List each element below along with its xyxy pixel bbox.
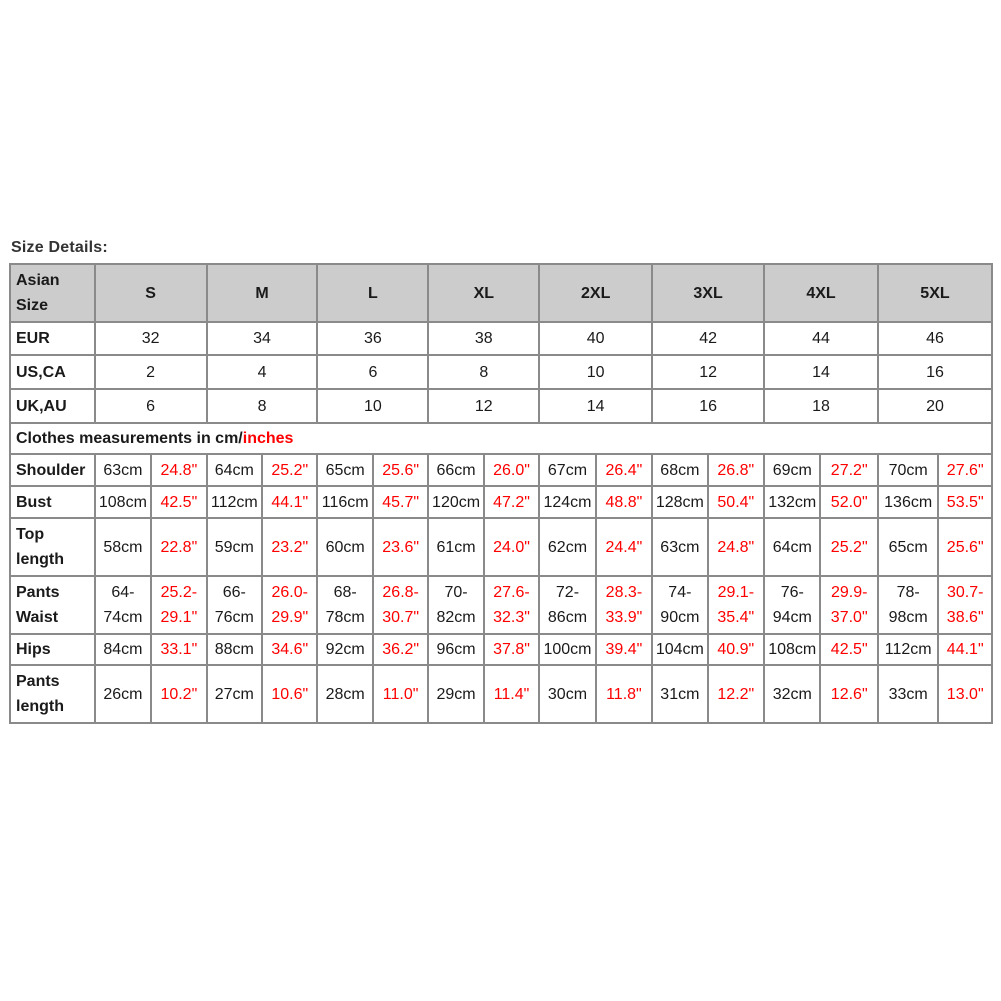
size-value-cell: 38 bbox=[428, 322, 539, 355]
cell-text: 30.7- bbox=[946, 584, 984, 601]
cell-text: 92cm bbox=[325, 641, 365, 658]
cell-text: 13.0" bbox=[946, 685, 984, 703]
cell-text: 67cm bbox=[547, 461, 588, 479]
cm-value-cell bbox=[878, 576, 938, 634]
cm-value-cell bbox=[539, 634, 595, 665]
size-value-cell: 12 bbox=[428, 389, 539, 423]
cell-text: Asian bbox=[16, 272, 60, 289]
cm-value-cell bbox=[878, 486, 938, 518]
inch-value-cell bbox=[151, 634, 206, 665]
measurement-row bbox=[10, 518, 992, 576]
inch-value-cell bbox=[708, 665, 764, 723]
size-value-cell: 8 bbox=[428, 355, 539, 389]
cell-text: 29.9- bbox=[830, 584, 868, 601]
inch-value-cell bbox=[373, 576, 428, 634]
cell-text: Pants bbox=[16, 673, 60, 690]
cell-text: 40.9" bbox=[717, 641, 755, 658]
inch-value-cell bbox=[938, 454, 992, 486]
section-highlight: inches bbox=[242, 430, 294, 447]
cell-text: 52.0" bbox=[830, 493, 868, 511]
size-value-cell: 40 bbox=[539, 322, 652, 355]
cell-text: 27.2" bbox=[830, 461, 868, 479]
cell-text: 30cm bbox=[547, 685, 588, 703]
cell-text: 108cm bbox=[98, 493, 147, 511]
size-header-xl: XL bbox=[428, 264, 539, 322]
table-row bbox=[10, 322, 992, 355]
cm-value-cell bbox=[652, 634, 707, 665]
cell-text: 23.6" bbox=[382, 538, 420, 556]
inch-value-cell bbox=[596, 518, 652, 576]
cell-text: 64- bbox=[111, 584, 135, 601]
cell-text: 39.4" bbox=[605, 641, 643, 658]
cell-text: 78- bbox=[896, 584, 920, 601]
cm-value-cell bbox=[207, 665, 262, 723]
cm-value-cell bbox=[207, 576, 262, 634]
inch-value-cell bbox=[938, 665, 992, 723]
measurement-label bbox=[10, 518, 95, 576]
size-value-cell: 4 bbox=[207, 355, 318, 389]
measurement-row bbox=[10, 454, 992, 486]
inch-value-cell bbox=[708, 486, 764, 518]
cell-text: 26cm bbox=[103, 685, 143, 703]
cell-text: 38.6" bbox=[946, 609, 984, 626]
header-label-cell bbox=[10, 264, 95, 322]
cm-value-cell bbox=[878, 518, 938, 576]
cell-text: 22.8" bbox=[160, 538, 198, 556]
cell-text: 96cm bbox=[436, 641, 476, 658]
measurement-label bbox=[10, 454, 95, 486]
cell-text: 27cm bbox=[214, 685, 254, 703]
cell-text: Top bbox=[16, 526, 45, 543]
cell-text: 33cm bbox=[888, 685, 928, 703]
section-prefix: Clothes measurements in cm/ bbox=[16, 430, 243, 447]
cell-text: Size bbox=[16, 297, 49, 314]
cell-text: 53.5" bbox=[946, 493, 984, 511]
table-row bbox=[10, 355, 992, 389]
cm-value-cell bbox=[764, 576, 820, 634]
cell-text: 68cm bbox=[660, 461, 700, 479]
size-value-cell: 16 bbox=[878, 355, 992, 389]
cell-text: 36.2" bbox=[382, 641, 420, 658]
inch-value-cell bbox=[262, 486, 317, 518]
cm-value-cell bbox=[428, 665, 483, 723]
cell-text: 29cm bbox=[436, 685, 476, 703]
inch-value-cell bbox=[151, 518, 206, 576]
cell-text: Bust bbox=[16, 493, 52, 511]
cell-text: 136cm bbox=[884, 493, 933, 511]
inch-value-cell bbox=[596, 665, 652, 723]
cell-text: 25.2" bbox=[830, 538, 868, 556]
inch-value-cell bbox=[151, 486, 206, 518]
inch-value-cell bbox=[373, 665, 428, 723]
cm-value-cell bbox=[95, 576, 151, 634]
inch-value-cell bbox=[596, 576, 652, 634]
inch-value-cell bbox=[596, 634, 652, 665]
cm-value-cell bbox=[95, 665, 151, 723]
measurement-label bbox=[10, 486, 95, 518]
inch-value-cell bbox=[373, 518, 428, 576]
inch-value-cell bbox=[484, 518, 539, 576]
cm-value-cell bbox=[95, 454, 151, 486]
cell-text: 120cm bbox=[432, 493, 481, 511]
cm-value-cell bbox=[764, 665, 820, 723]
inch-value-cell bbox=[262, 665, 317, 723]
inch-value-cell bbox=[708, 634, 764, 665]
cm-value-cell bbox=[207, 486, 262, 518]
row-label: US,CA bbox=[10, 355, 95, 389]
cell-text: 104cm bbox=[655, 641, 704, 658]
page-title: Size Details: bbox=[11, 239, 108, 256]
cell-text: 59cm bbox=[214, 538, 254, 556]
cell-text: 32.3" bbox=[493, 609, 530, 626]
inch-value-cell bbox=[596, 486, 652, 518]
inch-value-cell bbox=[820, 634, 877, 665]
measurement-row bbox=[10, 665, 992, 723]
cell-text: 74cm bbox=[103, 609, 143, 626]
size-header-5xl: 5XL bbox=[878, 264, 992, 322]
cm-value-cell bbox=[652, 486, 707, 518]
cell-text: 32cm bbox=[772, 685, 812, 703]
cell-text: 74- bbox=[668, 584, 692, 601]
measurement-label bbox=[10, 665, 95, 723]
cm-value-cell bbox=[539, 486, 595, 518]
cell-text: 70- bbox=[444, 584, 468, 601]
inch-value-cell bbox=[262, 576, 317, 634]
cell-text: 29.1" bbox=[160, 609, 198, 626]
size-header-m: M bbox=[207, 264, 318, 322]
cell-text: Pants bbox=[16, 584, 60, 601]
size-header-l: L bbox=[317, 264, 428, 322]
cell-text: Hips bbox=[16, 641, 51, 658]
cm-value-cell bbox=[95, 486, 151, 518]
cm-value-cell bbox=[317, 486, 372, 518]
size-value-cell: 32 bbox=[95, 322, 207, 355]
cell-text: 35.4" bbox=[717, 609, 755, 626]
inch-value-cell bbox=[820, 665, 877, 723]
size-value-cell: 14 bbox=[764, 355, 878, 389]
header-row bbox=[10, 264, 992, 322]
cell-text: 11.8" bbox=[606, 685, 642, 703]
measurement-row bbox=[10, 486, 992, 518]
cell-text: 63cm bbox=[660, 538, 700, 556]
cell-text: 94cm bbox=[772, 609, 812, 626]
cell-text: length bbox=[16, 551, 64, 568]
cell-text: 112cm bbox=[884, 641, 932, 658]
inch-value-cell bbox=[373, 454, 428, 486]
cm-value-cell bbox=[95, 634, 151, 665]
cm-value-cell bbox=[317, 634, 372, 665]
cm-value-cell bbox=[428, 576, 483, 634]
cell-text: 78cm bbox=[325, 609, 365, 626]
cm-value-cell bbox=[428, 518, 483, 576]
cell-text: 28cm bbox=[325, 685, 365, 703]
cell-text: 42.5" bbox=[160, 493, 198, 511]
cell-text: 69cm bbox=[772, 461, 812, 479]
cell-text: 70cm bbox=[888, 461, 928, 479]
inch-value-cell bbox=[262, 454, 317, 486]
cell-text: 63cm bbox=[103, 461, 143, 479]
cell-text: 65cm bbox=[325, 461, 365, 479]
row-label: UK,AU bbox=[10, 389, 95, 423]
cell-text: 33.1" bbox=[160, 641, 198, 658]
size-value-cell: 14 bbox=[539, 389, 652, 423]
cell-text: 116cm bbox=[321, 493, 369, 511]
cell-text: 45.7" bbox=[382, 493, 420, 511]
cell-text: 12.6" bbox=[830, 685, 868, 703]
cell-text: 24.8" bbox=[160, 461, 198, 479]
cm-value-cell bbox=[207, 454, 262, 486]
cm-value-cell bbox=[878, 454, 938, 486]
size-value-cell: 10 bbox=[539, 355, 652, 389]
size-value-cell: 2 bbox=[95, 355, 207, 389]
cell-text: 112cm bbox=[210, 493, 258, 511]
size-value-cell: 34 bbox=[207, 322, 318, 355]
cell-text: 64cm bbox=[214, 461, 254, 479]
cell-text: 26.8- bbox=[382, 584, 419, 601]
cm-value-cell bbox=[539, 518, 595, 576]
inch-value-cell bbox=[820, 576, 877, 634]
cell-text: 82cm bbox=[436, 609, 476, 626]
cell-text: 124cm bbox=[543, 493, 592, 511]
cell-text: 100cm bbox=[543, 641, 592, 658]
inch-value-cell bbox=[938, 518, 992, 576]
inch-value-cell bbox=[151, 576, 206, 634]
cell-text: 11.0" bbox=[382, 685, 419, 703]
cell-text: 33.9" bbox=[605, 609, 643, 626]
inch-value-cell bbox=[820, 518, 877, 576]
measurement-label bbox=[10, 634, 95, 665]
cm-value-cell bbox=[207, 634, 262, 665]
cell-text: 76- bbox=[780, 584, 804, 601]
cell-text: 30.7" bbox=[382, 609, 420, 626]
cell-text: 44.1" bbox=[946, 641, 984, 658]
inch-value-cell bbox=[484, 486, 539, 518]
section-row bbox=[10, 423, 992, 454]
cm-value-cell bbox=[652, 454, 707, 486]
cell-text: 23.2" bbox=[271, 538, 309, 556]
size-value-cell: 6 bbox=[95, 389, 207, 423]
cm-value-cell bbox=[207, 518, 262, 576]
cell-text: 37.8" bbox=[493, 641, 530, 658]
cell-text: 47.2" bbox=[493, 493, 530, 511]
measurement-label bbox=[10, 576, 95, 634]
cm-value-cell bbox=[652, 665, 707, 723]
cell-text: 37.0" bbox=[830, 609, 868, 626]
cell-text: length bbox=[16, 698, 64, 715]
cell-text: 60cm bbox=[325, 538, 365, 556]
cell-text: 12.2" bbox=[717, 685, 755, 703]
cell-text: 64cm bbox=[772, 538, 812, 556]
inch-value-cell bbox=[484, 665, 539, 723]
cell-text: 66cm bbox=[436, 461, 476, 479]
size-value-cell: 20 bbox=[878, 389, 992, 423]
cell-text: 50.4" bbox=[717, 493, 755, 511]
cell-text: 90cm bbox=[660, 609, 700, 626]
cell-text: 29.1- bbox=[717, 584, 755, 601]
inch-value-cell bbox=[373, 486, 428, 518]
size-value-cell: 46 bbox=[878, 322, 992, 355]
cell-text: 88cm bbox=[214, 641, 254, 658]
cm-value-cell bbox=[539, 454, 595, 486]
size-value-cell: 36 bbox=[317, 322, 428, 355]
cell-text: 25.6" bbox=[946, 538, 984, 556]
cm-value-cell bbox=[428, 634, 483, 665]
cell-text: 10.2" bbox=[160, 685, 198, 703]
cm-value-cell bbox=[764, 518, 820, 576]
table-row bbox=[10, 389, 992, 423]
cm-value-cell bbox=[317, 576, 372, 634]
cell-text: 26.8" bbox=[717, 461, 755, 479]
size-value-cell: 6 bbox=[317, 355, 428, 389]
size-value-cell: 8 bbox=[207, 389, 318, 423]
size-value-cell: 16 bbox=[652, 389, 764, 423]
inch-value-cell bbox=[938, 486, 992, 518]
cm-value-cell bbox=[764, 486, 820, 518]
cm-value-cell bbox=[317, 665, 372, 723]
cm-value-cell bbox=[878, 665, 938, 723]
cell-text: 27.6- bbox=[493, 584, 530, 601]
cell-text: 24.4" bbox=[605, 538, 643, 556]
cell-text: Shoulder bbox=[16, 461, 86, 479]
inch-value-cell bbox=[596, 454, 652, 486]
cm-value-cell bbox=[428, 486, 483, 518]
size-value-cell: 10 bbox=[317, 389, 428, 423]
size-header-2xl: 2XL bbox=[539, 264, 652, 322]
cell-text: 128cm bbox=[655, 493, 704, 511]
inch-value-cell bbox=[708, 518, 764, 576]
inch-value-cell bbox=[938, 576, 992, 634]
cell-text: 42.5" bbox=[830, 641, 868, 658]
cell-text: 34.6" bbox=[271, 641, 309, 658]
size-chart-table bbox=[9, 263, 993, 724]
cell-text: 26.0" bbox=[493, 461, 530, 479]
cell-text: 10.6" bbox=[271, 685, 309, 703]
size-value-cell: 12 bbox=[652, 355, 764, 389]
cell-text: Waist bbox=[16, 609, 59, 626]
cell-text: 24.0" bbox=[493, 538, 530, 556]
cell-text: 25.6" bbox=[382, 461, 420, 479]
size-value-cell: 44 bbox=[764, 322, 878, 355]
cell-text: 98cm bbox=[888, 609, 928, 626]
cell-text: 25.2" bbox=[271, 461, 309, 479]
inch-value-cell bbox=[708, 576, 764, 634]
inch-value-cell bbox=[484, 634, 539, 665]
cell-text: 76cm bbox=[214, 609, 254, 626]
cell-text: 58cm bbox=[103, 538, 143, 556]
cell-text: 26.0- bbox=[271, 584, 308, 601]
size-value-cell: 42 bbox=[652, 322, 764, 355]
cell-text: 48.8" bbox=[605, 493, 643, 511]
cell-text: 72- bbox=[555, 584, 580, 601]
row-label: EUR bbox=[10, 322, 95, 355]
cm-value-cell bbox=[764, 634, 820, 665]
inch-value-cell bbox=[262, 634, 317, 665]
cell-text: 24.8" bbox=[717, 538, 755, 556]
cell-text: 27.6" bbox=[946, 461, 984, 479]
cm-value-cell bbox=[317, 518, 372, 576]
size-header-4xl: 4XL bbox=[764, 264, 878, 322]
inch-value-cell bbox=[938, 634, 992, 665]
cell-text: 28.3- bbox=[605, 584, 643, 601]
cell-text: 132cm bbox=[768, 493, 817, 511]
cell-text: 86cm bbox=[547, 609, 588, 626]
cm-value-cell bbox=[878, 634, 938, 665]
cm-value-cell bbox=[764, 454, 820, 486]
inch-value-cell bbox=[262, 518, 317, 576]
inch-value-cell bbox=[484, 576, 539, 634]
size-header-3xl: 3XL bbox=[652, 264, 764, 322]
inch-value-cell bbox=[151, 665, 206, 723]
cm-value-cell bbox=[652, 518, 707, 576]
cell-text: 25.2- bbox=[160, 584, 198, 601]
section-heading bbox=[10, 423, 992, 454]
cell-text: 11.4" bbox=[493, 685, 530, 703]
cell-text: 44.1" bbox=[271, 493, 309, 511]
inch-value-cell bbox=[373, 634, 428, 665]
cell-text: 66- bbox=[222, 584, 246, 601]
cell-text: 29.9" bbox=[271, 609, 309, 626]
size-value-cell: 18 bbox=[764, 389, 878, 423]
inch-value-cell bbox=[484, 454, 539, 486]
cm-value-cell bbox=[317, 454, 372, 486]
cell-text: 62cm bbox=[547, 538, 588, 556]
cm-value-cell bbox=[539, 576, 595, 634]
cm-value-cell bbox=[652, 576, 707, 634]
size-header-s: S bbox=[95, 264, 207, 322]
cell-text: 26.4" bbox=[605, 461, 643, 479]
cm-value-cell bbox=[428, 454, 483, 486]
inch-value-cell bbox=[820, 486, 877, 518]
cell-text: 84cm bbox=[103, 641, 143, 658]
cell-text: 61cm bbox=[436, 538, 476, 556]
inch-value-cell bbox=[708, 454, 764, 486]
cell-text: 108cm bbox=[768, 641, 817, 658]
measurement-row bbox=[10, 576, 992, 634]
measurement-row bbox=[10, 634, 992, 665]
cell-text: 68- bbox=[333, 584, 357, 601]
cell-text: 31cm bbox=[660, 685, 700, 703]
inch-value-cell bbox=[820, 454, 877, 486]
cm-value-cell bbox=[539, 665, 595, 723]
cm-value-cell bbox=[95, 518, 151, 576]
cell-text: 65cm bbox=[888, 538, 928, 556]
inch-value-cell bbox=[151, 454, 206, 486]
